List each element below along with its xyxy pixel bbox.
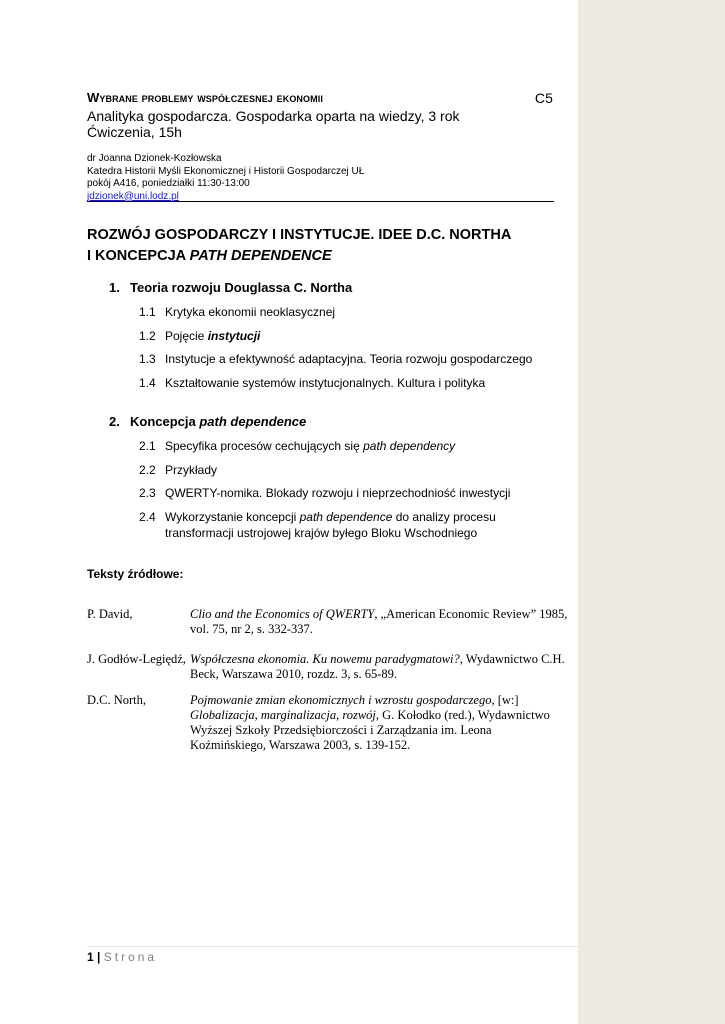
title-line-2: I KONCEPCJA PATH DEPENDENCE bbox=[87, 248, 332, 264]
reference-entry bbox=[87, 693, 567, 755]
reference-entry bbox=[87, 607, 567, 639]
list-item: 2.1 Specyfika procesów cechujących się path dependency bbox=[139, 439, 456, 453]
reference-author: P. David, bbox=[87, 607, 133, 621]
title-line-1: ROZWÓJ GOSPODARCZY I INSTYTUCJE. IDEE D.C. NORTHA bbox=[87, 227, 512, 243]
page-footer bbox=[87, 950, 157, 964]
author-name: dr Joanna Dzionek-Kozłowska bbox=[87, 153, 222, 164]
list-item: 2.4 Wykorzystanie koncepcji path dependence do analizy procesu transformacji ustrojowej krajów byłego Bloku Wschodniego bbox=[139, 510, 496, 540]
sources-heading: Teksty źródłowe: bbox=[87, 567, 184, 581]
reference-text: Współczesna ekonomia. Ku nowemu paradygmatowi?, Wydawnictwo C.H. Beck, Warszawa 2010, rozdz. 3, s. 65-89. bbox=[190, 652, 565, 681]
list-item: 1.1 Krytyka ekonomii neoklasycznej bbox=[139, 305, 336, 319]
section-number: 1. bbox=[109, 280, 120, 295]
course-type: Ćwiczenia, 15h bbox=[87, 124, 182, 140]
section-number: 2. bbox=[109, 414, 120, 429]
reference-author: D.C. North, bbox=[87, 693, 147, 707]
author-info bbox=[87, 153, 364, 203]
author-office-hours: pokój A416, poniedziałki 11:30-13:00 bbox=[87, 178, 250, 189]
reference-entry bbox=[87, 652, 567, 684]
section-2-heading: 2. Koncepcja path dependence bbox=[109, 414, 307, 429]
reference-text: Clio and the Economics of QWERTY, „American Economic Review” 1985, vol. 75, nr 2, s. 332-337. bbox=[190, 607, 568, 636]
section-1-heading bbox=[109, 280, 352, 295]
list-item: 1.4 Kształtowanie systemów instytucjonalnych. Kultura i polityka bbox=[139, 376, 486, 390]
course-title bbox=[87, 90, 553, 105]
document-title bbox=[87, 225, 511, 267]
page-label: Strona bbox=[103, 950, 158, 964]
header-divider bbox=[87, 201, 554, 202]
side-margin-band bbox=[578, 0, 725, 1024]
list-item: 2.3 QWERTY-nomika. Blokady rozwoju i nieprzechodniość inwestycji bbox=[139, 486, 511, 500]
reference-text: Pojmowanie zmian ekonomicznych i wzrostu gospodarczego, [w:] Globalizacja, marginalizacja, rozwój, G. Kołodko (red.), Wydawnictwo Wyższej Szkoły Przedsiębiorczości i Zarządzania im. Leona Koźmińskiego, Warszawa 2003, s. 139-152. bbox=[190, 693, 550, 752]
author-email-link[interactable]: jdzionek@uni.lodz.pl bbox=[87, 190, 179, 202]
footer-divider bbox=[87, 946, 578, 947]
list-item: 1.2 Pojęcie instytucji bbox=[139, 329, 261, 343]
author-department: Katedra Historii Myśli Ekonomicznej i Historii Gospodarczej UŁ bbox=[87, 165, 365, 177]
list-item: 2.2 Przykłady bbox=[139, 463, 218, 477]
reference-author: J. Godłów-Legiędź, bbox=[87, 652, 186, 666]
course-title-text: Wybrane problemy współczesnej ekonomii bbox=[87, 90, 323, 105]
course-code: C5 bbox=[534, 90, 553, 106]
page-number: 1 bbox=[87, 950, 94, 964]
course-subtitle: Analityka gospodarcza. Gospodarka oparta na wiedzy, 3 rok bbox=[87, 108, 460, 124]
footer-separator: | bbox=[97, 950, 101, 964]
list-item: 1.3 Instytucje a efektywność adaptacyjna. Teoria rozwoju gospodarczego bbox=[139, 352, 533, 366]
section-title: Teoria rozwoju Douglassa C. Northa bbox=[130, 280, 353, 295]
